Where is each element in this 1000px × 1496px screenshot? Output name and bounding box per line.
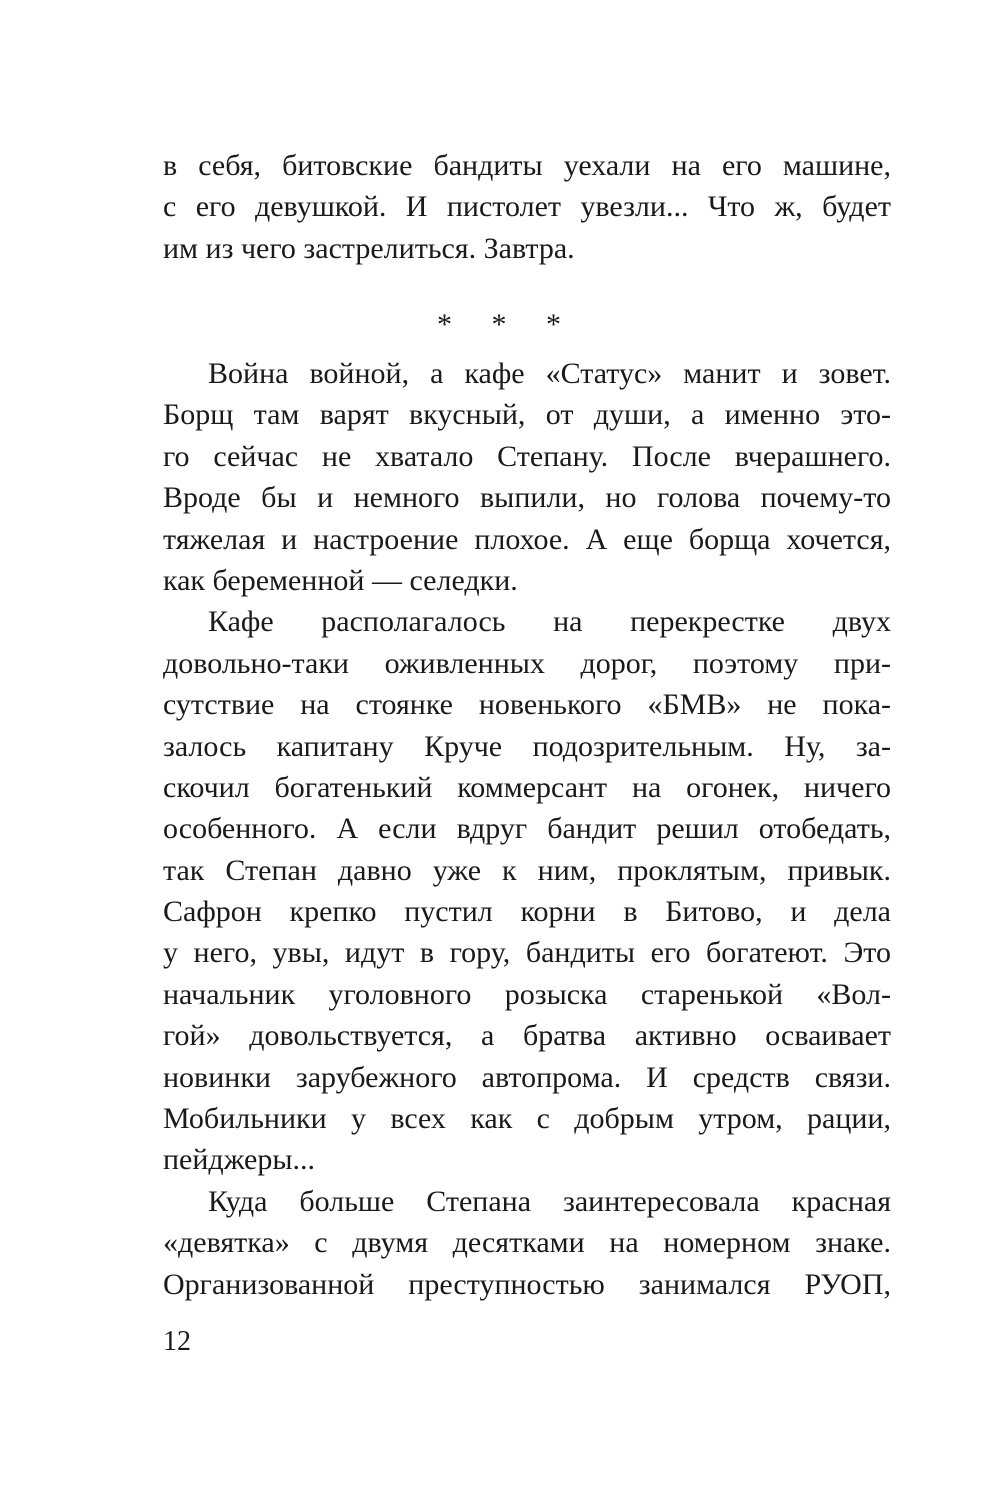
text-line: го сейчас не хватало Степану. После вчерашнего. [163, 439, 891, 473]
text-line: сутствие на стоянке новенького «БМВ» не пока- [163, 688, 891, 722]
page-number: 12 [163, 1326, 191, 1357]
text-line: пейджеры... [163, 1143, 315, 1177]
text-line: Война войной, а кафе «Статус» манит и зовет. [208, 357, 891, 390]
text-line: гой» довольствуется, а братва активно осваивает [163, 1019, 891, 1053]
text-line: тяжелая и настроение плохое. А еще борща хочется, [163, 522, 891, 556]
text-line: Кафе располагалось на перекрестке двух [208, 605, 891, 639]
text-line: Куда больше Степана заинтересовала красная [208, 1184, 891, 1218]
text-line: как беременной — селедки. [163, 563, 518, 597]
text-line: Сафрон крепко пустил корни в Битово, и дела [163, 895, 891, 929]
text-line: начальник уголовного розыска старенькой «Вол- [163, 977, 891, 1011]
text-line: у него, увы, идут в гору, бандиты его богатеют. Это [163, 936, 891, 970]
text-line: им из чего застрелиться. Завтра. [163, 231, 575, 265]
text-line: Борщ там варят вкусный, от души, а именно это- [163, 398, 891, 432]
continued-paragraph [163, 145, 891, 269]
section-separator: * * * [437, 308, 563, 341]
text-line: особенного. А если вдруг бандит решил отобедать, [163, 812, 891, 846]
text-line: «девятка» с двумя десятками на номерном знаке. [163, 1226, 891, 1260]
text-line: в себя, битовские бандиты уехали на его машине, [163, 149, 891, 182]
main-text [163, 353, 891, 1305]
text-line: Вроде бы и немного выпили, но голова почему-то [163, 481, 891, 515]
text-line: скочил богатенький коммерсант на огонек, ничего [163, 770, 891, 804]
text-line: так Степан давно уже к ним, проклятым, привык. [163, 853, 891, 887]
text-line: с его девушкой. И пистолет увезли... Что ж, будет [163, 190, 891, 224]
text-line: Организованной преступностью занимался РУОП, [163, 1267, 891, 1301]
text-line: довольно-таки оживленных дорог, поэтому при- [163, 646, 891, 680]
text-line: Мобильники у всех как с добрым утром, рации, [163, 1102, 891, 1136]
text-line: новинки зарубежного автопрома. И средств связи. [163, 1060, 891, 1094]
text-line: залось капитану Круче подозрительным. Ну, за- [163, 729, 891, 763]
